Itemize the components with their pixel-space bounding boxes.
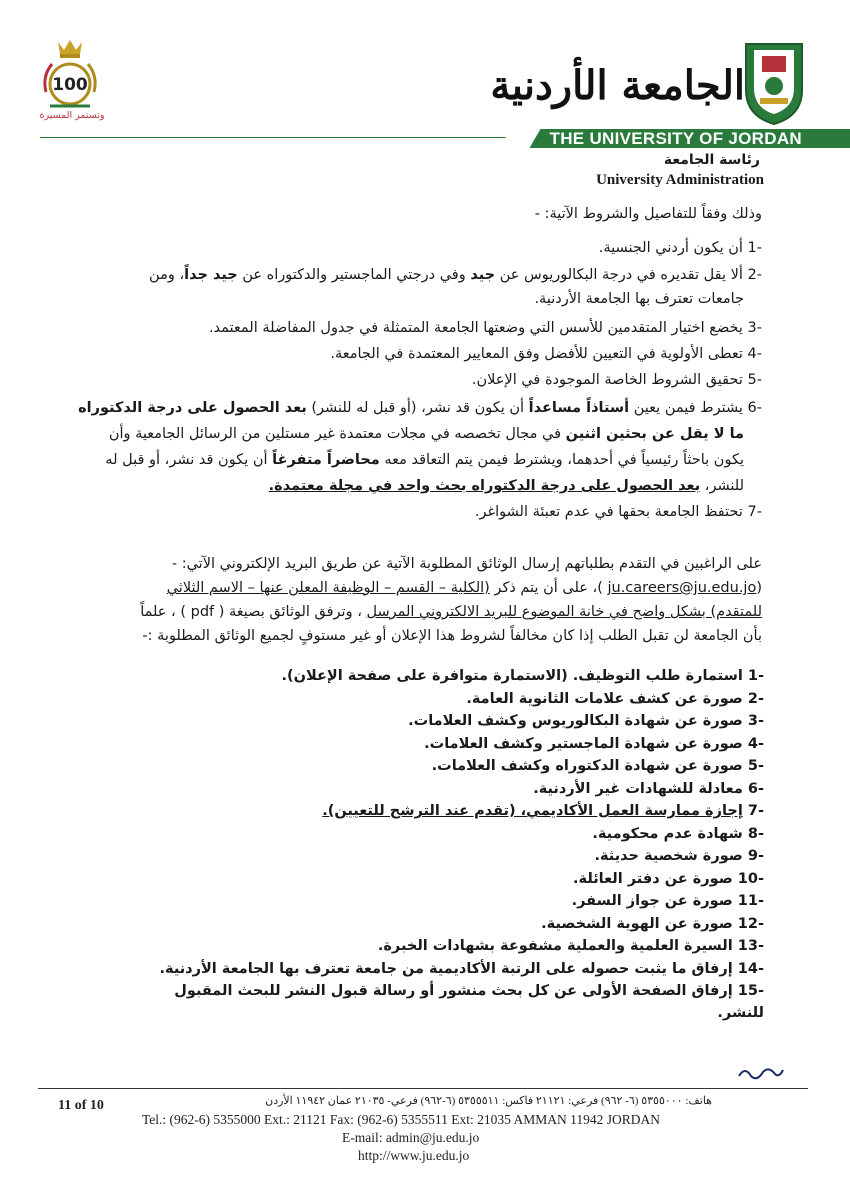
condition-number: -7	[747, 504, 762, 520]
page-number: 11 of 10	[58, 1098, 104, 1113]
document-text: إرفاق الصفحة الأولى عن كل بحث منشور أو رسالة قبول النشر للبحث المقبول للنشر.	[174, 983, 764, 1021]
university-english-name: THE UNIVERSITY OF JORDAN	[549, 129, 802, 148]
document-text: استمارة طلب التوظيف. (الاستمارة متوافرة على صفحة الإعلان).	[281, 668, 743, 684]
conditions-intro: وذلك وفقاً للتفاصيل والشروط الآتية: -	[534, 206, 762, 222]
document-item	[124, 778, 764, 800]
document-text: صورة عن كشف علامات الثانوية العامة.	[466, 690, 743, 707]
document-item	[124, 823, 764, 845]
condition-item: -6 يشترط فيمن يعين أستاذاً مساعداً أن يكون قد نشر، (أو قبل له للنشر) بعد الحصول على درجة الدكتوراه ما لا يقل عن بحثين اثنين في مجال تخصصه في مجلات معتمدة غير مستلين من الرسائل الجامعية وأن يكون باحثاً رئيسياً في أحدهما، ويشترط فيمن يتم التعاقد معه محاضراً متفرغاً أن يكون قد نشر، أو قبل له للنشر، بعد الحصول على درجة الدكتوراه بحث واحد في مجلة معتمدة.	[78, 400, 762, 494]
document-text: إجازة ممارسة العمل الأكاديمي، (تقدم عند الترشح للتعيين).	[322, 803, 743, 819]
document-item	[124, 688, 764, 710]
centennial-number: 100	[52, 75, 88, 95]
condition-number: -1	[747, 240, 762, 256]
condition-text: أن يكون أردني الجنسية.	[598, 240, 743, 256]
condition-number: -3	[747, 320, 762, 336]
university-arabic-logotype: الجامعة الأردنية	[490, 62, 745, 109]
centennial-emblem	[28, 36, 112, 126]
document-number: -11	[737, 893, 764, 909]
apply-instructions: على الراغبين في التقدم بطلباتهم إرسال الوثائق المطلوبة الآتية عن طريق البريد الإلكتروني الآتي: - (ju.careers@ju.edu.jo )، على أن يتم ذكر (الكلية – القسم – الوظيفة المعلن عنها – الاسم الثلاثي للمتقدم) بشكل واضح في خانة الموضوع للبريد الالكتروني المرسل ، وترفق الوثائق بصيغة ( pdf ) ، علماً بأن الجامعة لن تقبل الطلب إذا كان مخالفاً لشروط هذا الإعلان أو غير مستوفٍ لجميع الوثائق المطلوبة :-	[140, 556, 762, 644]
document-item	[124, 800, 764, 822]
signature-icon	[735, 1062, 787, 1084]
condition-item	[72, 236, 762, 260]
document-number: -4	[747, 735, 764, 752]
document-item	[124, 935, 764, 957]
document-number: -3	[747, 713, 764, 729]
footer-email[interactable]: E-mail: admin@ju.edu.jo	[342, 1130, 480, 1145]
document-number: -12	[737, 915, 764, 932]
document-text: صورة عن شهادة البكالوريوس وكشف العلامات.	[408, 713, 743, 729]
university-name-band	[0, 129, 850, 148]
footer-divider	[38, 1088, 808, 1089]
document-number: -1	[747, 668, 764, 684]
document-number: -6	[747, 780, 764, 797]
document-text: إرفاق ما يثبت حصوله على الرتبة الأكاديمية من جامعة تعترف بها الجامعة الأردنية.	[159, 960, 733, 977]
administration-arabic: رئاسة الجامعة	[663, 152, 760, 168]
document-number: -9	[747, 848, 764, 864]
document-text: صورة عن دفتر العائلة.	[573, 870, 733, 887]
document-text: صورة عن شهادة الماجستير وكشف العلامات.	[424, 735, 743, 752]
document-item	[124, 710, 764, 732]
administration-english: University Administration	[596, 172, 764, 188]
condition-number: -5	[747, 372, 762, 388]
document-number: -8	[747, 825, 764, 842]
footer-arabic-contact: هاتف: ٥٣٥٥٠٠٠ (٦- ٩٦٢) فرعي: ٢١١٢١ فاكس: ٥٣٥٥٥١١ (٦-٩٦٢) فرعي- ٢١٠٣٥ عمان ١١٩٤٢ الأردن	[265, 1095, 712, 1107]
document-item	[124, 913, 764, 935]
document-text: شهادة عدم محكومية.	[592, 825, 743, 842]
document-number: -2	[747, 690, 764, 707]
document-text: صورة عن جواز السفر.	[571, 893, 733, 909]
condition-number: -6	[747, 400, 762, 416]
footer-english-contact: Tel.: (962-6) 5355000 Ext.: 21121 Fax: (962-6) 5355511 Ext: 21035 AMMAN 11942 JORDAN	[142, 1112, 661, 1127]
condition-item: -5 تحقيق الشروط الخاصة الموجودة في الإعلان.	[471, 372, 762, 388]
document-number: -10	[737, 870, 764, 887]
document-item	[124, 958, 764, 980]
document-item	[124, 868, 764, 890]
document-number: -14	[737, 960, 764, 977]
document-item	[124, 890, 764, 912]
document-item	[124, 733, 764, 755]
document-text: صورة شخصية حديثة.	[594, 848, 743, 864]
document-item	[124, 665, 764, 687]
footer-website[interactable]: http://www.ju.edu.jo	[358, 1148, 470, 1163]
document-text: معادلة للشهادات غير الأردنية.	[533, 780, 743, 797]
condition-number: -4	[747, 346, 762, 362]
university-crest-icon	[742, 40, 806, 126]
condition-item: -3 يخضع اختيار المتقدمين للأسس التي وضعتها الجامعة المتمثلة في جدول المفاضلة المعتمد.	[208, 320, 762, 336]
document-item	[124, 755, 764, 777]
document-text: السيرة العلمية والعملية مشفوعة بشهادات الخبرة.	[377, 938, 733, 954]
careers-email-link[interactable]: ju.careers@ju.edu.jo	[607, 580, 757, 596]
condition-number: -2	[747, 267, 762, 283]
document-number: -7	[747, 803, 764, 819]
document-number: -15	[737, 983, 764, 999]
condition-item: -2 ألا يقل تقديره في درجة البكالوريوس عن جيد وفي درجتي الماجستير والدكتوراه عن جيد جداً، ومن جامعات تعترف بها الجامعة الأردنية.	[149, 267, 762, 307]
document-number: -13	[737, 938, 764, 954]
centennial-caption: وتستمر المسيرة	[39, 110, 105, 121]
document-number: -5	[747, 758, 764, 774]
document-item	[124, 845, 764, 867]
document-text: صورة عن الهوية الشخصية.	[541, 915, 733, 932]
condition-item: -7 تحتفظ الجامعة بحقها في عدم تعبئة الشواغر.	[474, 504, 762, 520]
condition-item: -4 تعطى الأولوية في التعيين للأفضل وفق المعايير المعتمدة في الجامعة.	[330, 346, 762, 362]
document-item	[124, 980, 764, 1024]
document-text: صورة عن شهادة الدكتوراه وكشف العلامات.	[431, 758, 743, 774]
